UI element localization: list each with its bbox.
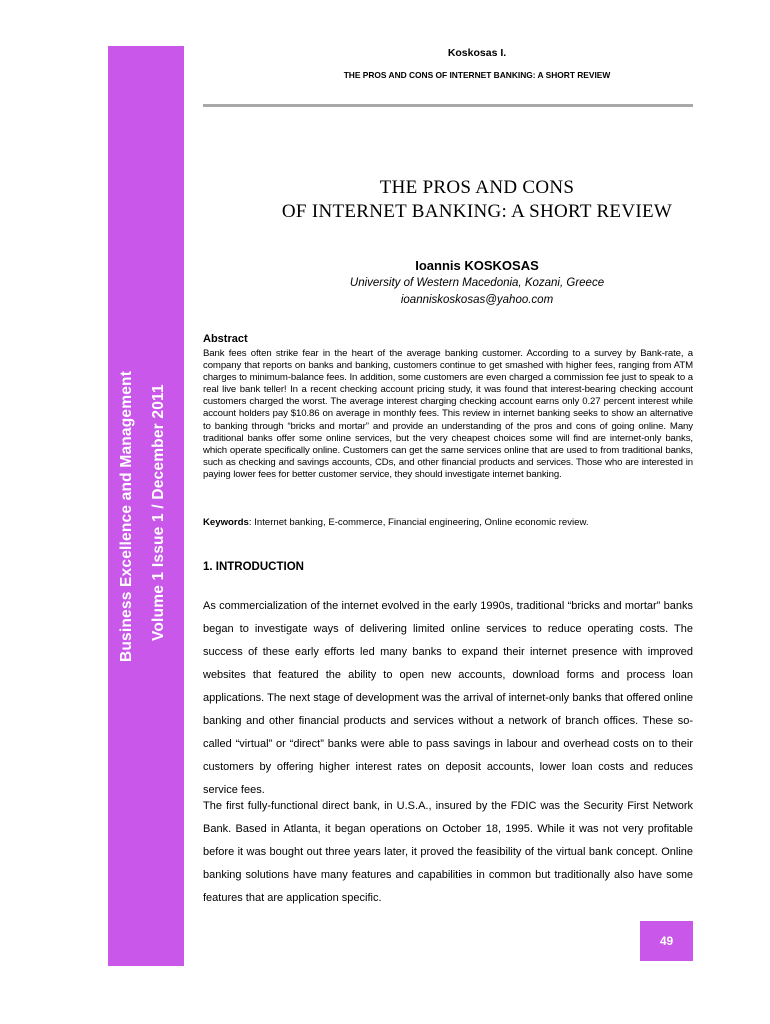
keywords-list: : Internet banking, E-commerce, Financial engineering, Online economic review. [248, 517, 589, 528]
page-number-box [640, 921, 693, 961]
header-divider [203, 104, 693, 107]
page-number: 49 [659, 934, 674, 948]
abstract-text: Bank fees often strike fear in the heart of the average banking customer. According to a survey by Bank-rate, a company that reports on banks and banking, customers continue to get smashed with higher fees, ranging from ATM charges to minimum-balance fees. In addition, some customers are even charged a commission fee just to speak to a real live bank teller! In a recent checking account pricing study, it was found that interest-bearing checking account customers charged the worst. The average interest charging checking account earns only 0.27 percent interest while account holders pay $10.86 on average in monthly fees. This review in internet banking seeks to show an alternative to banking through “bricks and mortar” and provide an understanding of the pros and cons of going online. Many traditional banks offer some online services, but the very cheapest choices some will find are internet-only banks, which operate specifically online. Customers can get the same services online that are used to from traditional banks, such as checking and savings accounts, CDs, and other financial products and services. Those who are interested in paying lower fees for better customer service, they should investigate internet banking. [203, 348, 693, 480]
abstract-heading: Abstract [203, 333, 248, 345]
keywords [203, 517, 693, 528]
running-header-author: Koskosas I. [447, 47, 507, 59]
journal-name: Business Excellence and Management [118, 370, 135, 662]
paper-title-line-2: OF INTERNET BANKING: A SHORT REVIEW [281, 201, 673, 222]
intro-paragraph-2: The first fully-functional direct bank, in U.S.A., insured by the FDIC was the Security First Network Bank. Based in Atlanta, it began operations on October 18, 1995. While it was not very profitable before it was bought out three years later, it proved the feasibility of the virtual bank concept. Online banking solutions have many features and capabilities in common but traditionally also have some features that are application specific. [203, 800, 693, 904]
running-header-title: THE PROS AND CONS OF INTERNET BANKING: A SHORT REVIEW [343, 70, 611, 80]
author-name: Ioannis KOSKOSAS [415, 258, 539, 273]
intro-paragraph-1: As commercialization of the internet evolved in the early 1990s, traditional “bricks and mortar” banks began to investigate ways of delivering limited online services to reduce operating costs. The success of these early efforts led many banks to expand their internet presence with improved websites that featured the ability to open new accounts, download forms and process loan applications. The next stage of development was the arrival of internet-only banks that offered online banking and other financial products and services without a network of branch offices. These so-called “virtual” or “direct” banks were able to pass savings in labour and overhead costs on to their customers by offering higher interest rates on deposit accounts, lower loan costs and reduces service fees. [203, 600, 693, 796]
section-heading: 1. INTRODUCTION [203, 561, 304, 573]
author-email: ioanniskoskosas@yahoo.com [400, 294, 554, 306]
author-affiliation: University of Western Macedonia, Kozani, Greece [349, 277, 605, 289]
issue-info: Volume 1 Issue 1 / December 2011 [150, 384, 167, 641]
paper-title [184, 176, 770, 224]
keywords-label: Keywords [203, 517, 249, 528]
paper-title-line-1: THE PROS AND CONS [379, 177, 575, 198]
